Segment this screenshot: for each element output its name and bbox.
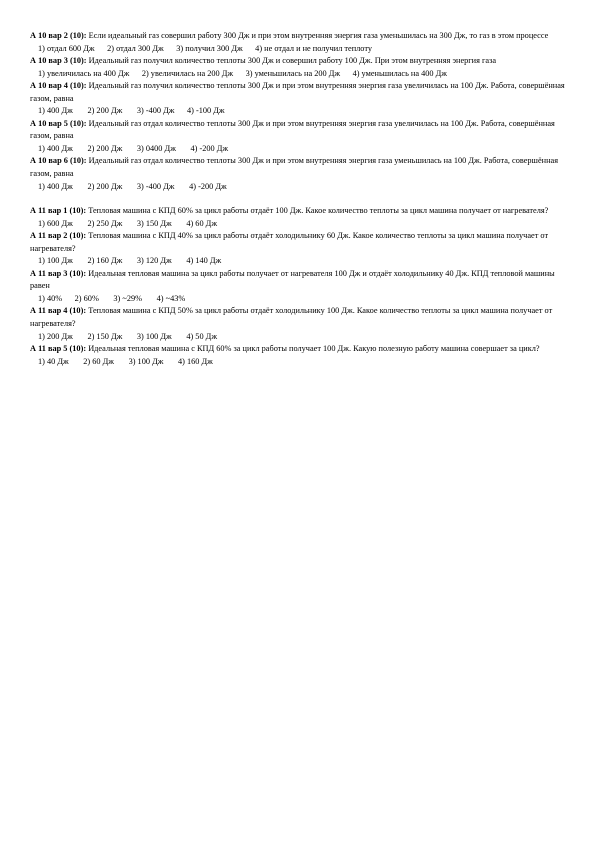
question-text: Идеальный газ отдал количество теплоты 300 Дж и при этом внутренняя энергия газа уменьшилась на 100 Дж. Работа, совершённая газом, равна: [30, 156, 559, 179]
answer-options: [30, 68, 570, 81]
option-2: 2) увеличилась на 200 Дж: [141, 68, 234, 78]
answer-options: [30, 255, 570, 268]
question-text: Идеальный газ получил количество теплоты 300 Дж и при этом внутренняя энергия газа увеличилась на 100 Дж. Работа, совершённая газом, равна: [30, 81, 565, 103]
question-text: Идеальная тепловая машина с КПД 60% за цикл работы получает 100 Дж. Какую полезную работу машина совершает за цикл?: [88, 344, 540, 354]
question-a11-v3: [30, 268, 570, 306]
question-text: Тепловая машина с КПД 40% за цикл работы отдаёт холодильнику 60 Дж. Какое количество теплоты за цикл машина получает от нагревателя?: [30, 231, 549, 253]
option-3: 3) 100 Дж: [136, 331, 172, 341]
answer-options: [30, 143, 570, 156]
question-label: А 10 вар 6 (10):: [30, 156, 87, 166]
worksheet-content: [30, 30, 570, 368]
answer-options: [30, 293, 570, 306]
option-2: 2) 160 Дж: [87, 256, 123, 266]
question-label: А 11 вар 5 (10):: [30, 344, 87, 354]
option-4: 4) 140 Дж: [186, 256, 222, 266]
question-text: Идеальный газ получил количество теплоты 300 Дж и совершил работу 100 Дж. При этом внутренняя энергия газа: [88, 56, 497, 66]
answer-options: [30, 356, 570, 369]
question-text: Если идеальный газ совершил работу 300 Дж и при этом внутренняя энергия газа уменьшилась на 300 Дж, то газ в этом процессе: [88, 31, 549, 40]
option-4: 4) -200 Дж: [189, 181, 227, 191]
question-a11-v4: [30, 305, 570, 343]
option-1: 1) 40 Дж: [38, 356, 69, 366]
option-3: 3) -400 Дж: [136, 106, 175, 116]
question-text: Тепловая машина с КПД 50% за цикл работы отдаёт холодильнику 100 Дж. Какое количество теплоты за цикл машина получает от нагревателя?: [30, 306, 553, 329]
question-a11-v5: [30, 343, 570, 368]
option-1: 1) 400 Дж: [38, 181, 73, 191]
option-1: 1) 400 Дж: [38, 143, 73, 153]
option-4: 4) -100 Дж: [187, 106, 225, 116]
question-a10-v5: [30, 118, 570, 156]
option-3: 3) 150 Дж: [136, 218, 172, 228]
question-label: А 11 вар 3 (10):: [30, 268, 87, 278]
section-a10: [30, 30, 570, 193]
question-text: Идеальная тепловая машина за цикл работы получает от нагревателя 100 Дж и отдаёт холодильнику 40 Дж. КПД тепловой машины равен: [30, 268, 555, 291]
option-1: 1) 100 Дж: [38, 256, 73, 266]
option-3: 3) -400 Дж: [136, 181, 175, 191]
option-3: 3) ~29%: [113, 293, 143, 303]
option-4: 4) уменьшилась на 400 Дж: [352, 68, 448, 78]
question-label: А 11 вар 2 (10):: [30, 231, 87, 241]
option-3: 3) получил 300 Дж: [176, 43, 243, 53]
option-2: 2) 200 Дж: [87, 106, 123, 116]
question-a10-v2: [30, 30, 570, 55]
question-label: А 10 вар 4 (10):: [30, 81, 87, 91]
section-spacer: [30, 193, 570, 205]
option-4: 4) 60 Дж: [186, 218, 218, 228]
option-1: 1) 600 Дж: [38, 218, 73, 228]
answer-options: [30, 218, 570, 231]
option-1: 1) 200 Дж: [38, 331, 73, 341]
question-label: А 10 вар 2 (10):: [30, 31, 87, 40]
question-a10-v4: [30, 80, 570, 118]
option-1: 1) отдал 600 Дж: [38, 43, 95, 53]
section-a11: [30, 205, 570, 368]
question-label: А 11 вар 1 (10):: [30, 206, 87, 216]
option-3: 3) 0400 Дж: [136, 143, 176, 153]
question-a10-v3: [30, 55, 570, 80]
question-text: Идеальный газ отдал количество теплоты 300 Дж и при этом внутренняя энергия газа увеличилась на 100 Дж. Работа, совершённая газом, равна: [30, 118, 555, 141]
question-a11-v1: [30, 205, 570, 230]
question-label: А 10 вар 5 (10):: [30, 118, 87, 128]
question-label: А 11 вар 4 (10):: [30, 306, 87, 316]
option-2: 2) 250 Дж: [87, 218, 123, 228]
question-a11-v2: [30, 230, 570, 268]
option-2: 2) 150 Дж: [87, 331, 123, 341]
answer-options: [30, 331, 570, 344]
option-4: 4) 50 Дж: [186, 331, 218, 341]
option-1: 1) 400 Дж: [38, 106, 73, 116]
answer-options: [30, 181, 570, 194]
option-4: 4) 160 Дж: [178, 356, 213, 366]
option-3: 3) уменьшилась на 200 Дж: [245, 68, 341, 78]
option-3: 3) 120 Дж: [136, 256, 172, 266]
answer-options: [30, 105, 570, 118]
option-1: 1) 40%: [38, 293, 63, 303]
question-a10-v6: [30, 155, 570, 193]
option-2: 2) 60%: [74, 293, 99, 303]
option-2: 2) отдал 300 Дж: [107, 43, 164, 53]
option-3: 3) 100 Дж: [128, 356, 164, 366]
option-4: 4) -200 Дж: [190, 143, 229, 153]
question-label: А 10 вар 3 (10):: [30, 56, 87, 66]
option-2: 2) 200 Дж: [87, 143, 123, 153]
option-2: 2) 60 Дж: [83, 356, 115, 366]
question-text: Тепловая машина с КПД 60% за цикл работы отдаёт 100 Дж. Какое количество теплоты за цикл машина получает от нагревателя?: [88, 206, 549, 216]
option-4: 4) ~43%: [156, 293, 186, 303]
option-2: 2) 200 Дж: [87, 181, 123, 191]
option-1: 1) увеличилась на 400 Дж: [38, 68, 130, 78]
option-4: 4) не отдал и не получил теплоту: [255, 43, 373, 53]
answer-options: [30, 43, 570, 56]
